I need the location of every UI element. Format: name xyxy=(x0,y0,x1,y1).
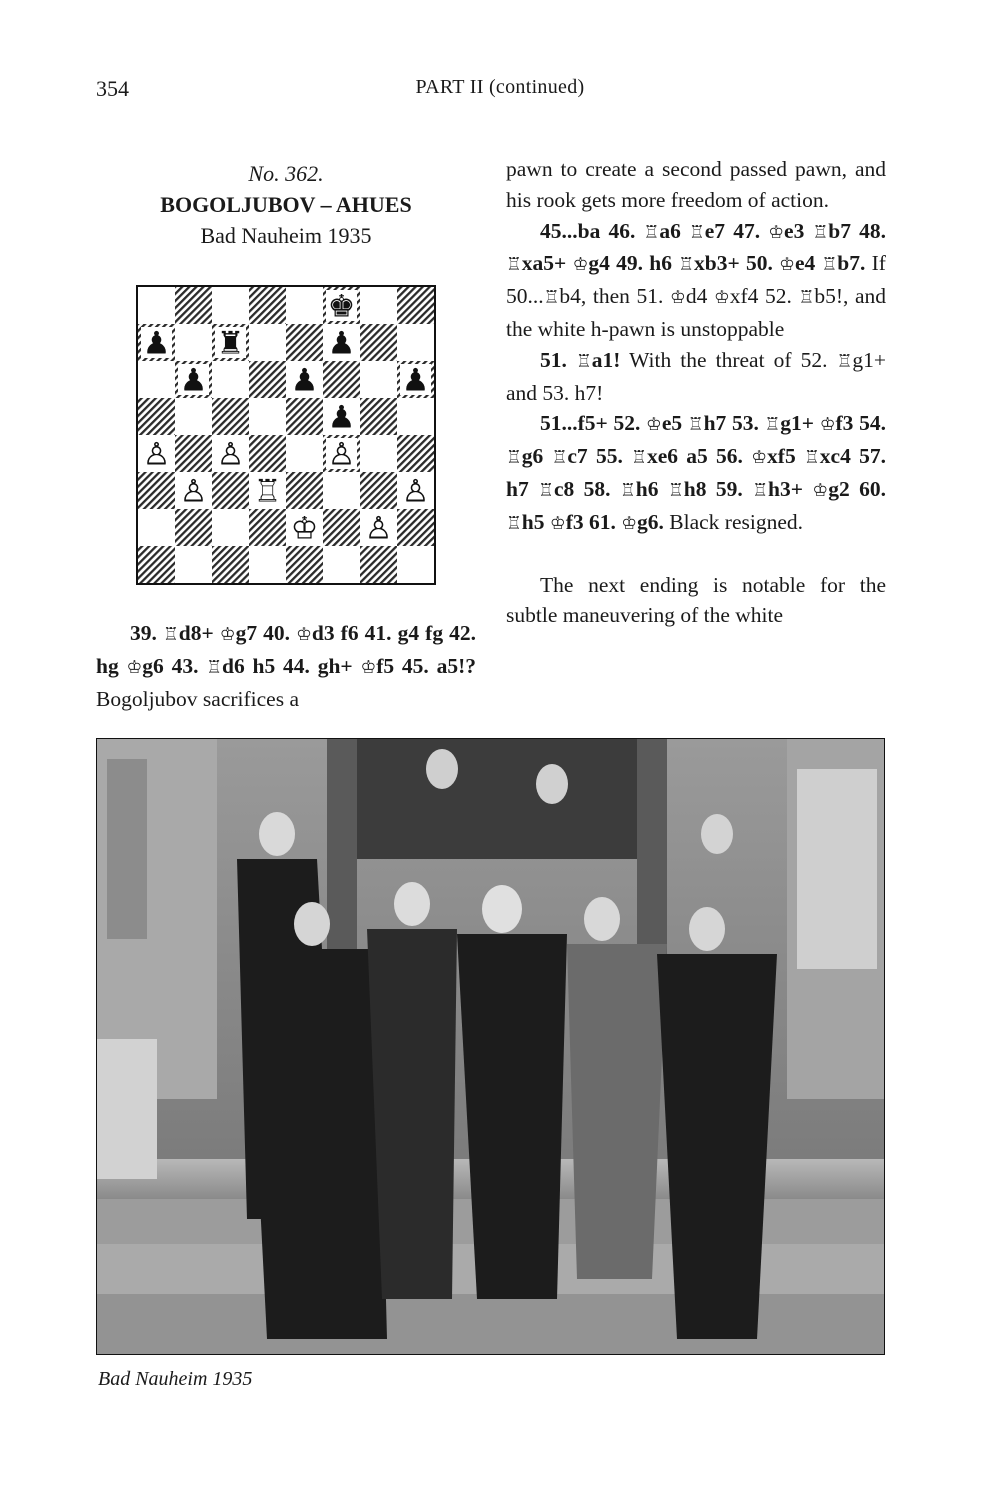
game-event: Bad Nauheim 1935 xyxy=(200,223,372,248)
rook-icon: ♖ xyxy=(551,448,568,469)
rook-icon: ♖ xyxy=(764,415,781,436)
paragraph-gap xyxy=(506,540,886,570)
comment-text: d4 xyxy=(685,284,714,309)
rook-icon: ♖ xyxy=(687,415,704,436)
light-square xyxy=(249,398,286,435)
moves-paragraph-3 xyxy=(506,345,886,409)
rook-icon: ♖ xyxy=(836,351,853,372)
black-pawn-icon: ♟ xyxy=(179,362,208,399)
rook-icon: ♖ xyxy=(162,625,179,645)
comment-text: Black resigned. xyxy=(663,509,804,534)
king-icon: ♔ xyxy=(549,513,566,534)
move-text: b7. xyxy=(837,251,866,276)
white-pawn-icon: ♙ xyxy=(364,510,393,547)
dark-square xyxy=(323,509,360,546)
game-heading xyxy=(96,158,476,251)
dark-square xyxy=(360,324,397,361)
dark-square xyxy=(175,287,212,324)
dark-square xyxy=(175,435,212,472)
light-square xyxy=(323,546,360,583)
move-text: h7 53. xyxy=(703,411,765,436)
dark-square xyxy=(138,398,175,435)
light-square xyxy=(212,287,249,324)
move-text: xc4 57. h7 xyxy=(506,444,886,501)
move-text: d6 h5 44. gh+ xyxy=(222,653,361,678)
move-text: d8+ xyxy=(178,621,220,645)
king-icon: ♔ xyxy=(360,657,377,678)
dark-square xyxy=(249,509,286,546)
rook-icon: ♖ xyxy=(667,480,684,501)
light-square xyxy=(249,546,286,583)
rook-icon: ♖ xyxy=(631,448,647,469)
move-text: g2 60. xyxy=(828,476,887,501)
king-icon: ♔ xyxy=(572,255,589,276)
rook-icon: ♖ xyxy=(506,255,522,276)
rook-icon: ♖ xyxy=(538,480,554,501)
light-square xyxy=(138,509,175,546)
rook-icon: ♖ xyxy=(752,480,768,501)
move-text: e7 47. xyxy=(704,218,769,243)
king-icon: ♔ xyxy=(779,255,795,276)
light-square xyxy=(360,287,397,324)
light-square xyxy=(397,546,434,583)
move-text: b7 48. xyxy=(828,218,887,243)
move-text: 51...f5+ 52. xyxy=(540,411,647,436)
move-text: e3 xyxy=(784,218,813,243)
dark-square xyxy=(212,546,249,583)
move-text: 45...ba 46. xyxy=(540,218,644,243)
text-paragraph-continued: pawn to create a second passed pawn, and his rook gets more freedom of action. xyxy=(506,157,886,212)
move-text: g6 xyxy=(521,444,552,469)
moves-paragraph-1 xyxy=(96,618,476,714)
king-icon: ♔ xyxy=(126,657,143,678)
move-text: a6 xyxy=(659,218,689,243)
move-text: e5 xyxy=(661,411,688,436)
move-text: h8 59. xyxy=(683,476,753,501)
rook-icon: ♖ xyxy=(543,288,560,309)
rook-icon: ♖ xyxy=(643,222,660,243)
move-text: c7 55. xyxy=(567,444,632,469)
dark-square xyxy=(286,324,323,361)
king-icon: ♔ xyxy=(713,288,730,309)
rook-icon: ♖ xyxy=(506,513,522,534)
text-paragraph-next: The next ending is notable for the subtle maneuvering of the white xyxy=(506,572,886,628)
comment-text: With the threat of 52. xyxy=(620,347,837,372)
comment-text: b4, then 51. xyxy=(559,284,671,309)
dark-square xyxy=(249,435,286,472)
light-square xyxy=(286,435,323,472)
move-text: xa5+ xyxy=(521,251,573,276)
black-pawn-icon: ♟ xyxy=(327,325,356,362)
white-pawn-icon: ♙ xyxy=(179,473,208,510)
comment-text: xf4 52. xyxy=(729,284,799,309)
running-head: PART II (continued) xyxy=(415,76,585,98)
rook-icon: ♖ xyxy=(821,255,838,276)
black-king-icon: ♚ xyxy=(327,288,356,325)
light-square xyxy=(249,324,286,361)
move-text: g6 43. xyxy=(142,653,207,678)
photo-illustration xyxy=(97,739,884,1354)
dark-square xyxy=(249,361,286,398)
page-number: 354 xyxy=(96,76,129,101)
game-players: BOGOLJUBOV – AHUES xyxy=(160,192,412,217)
white-rook-icon: ♖ xyxy=(253,473,282,510)
light-square xyxy=(397,324,434,361)
dark-square xyxy=(212,398,249,435)
light-square xyxy=(286,287,323,324)
comment-text: b5!, and the white h-pawn is unstoppable xyxy=(506,284,887,341)
king-icon: ♔ xyxy=(670,288,686,309)
move-text: h3+ xyxy=(768,476,813,501)
light-square xyxy=(212,509,249,546)
move-text: g1+ xyxy=(780,411,820,436)
rook-icon: ♖ xyxy=(688,222,705,243)
rook-icon: ♖ xyxy=(798,288,815,309)
right-column xyxy=(506,154,886,631)
comment-text: g1+ and 53. h7! xyxy=(506,347,887,405)
dark-square xyxy=(175,509,212,546)
move-text: xb3+ 50. xyxy=(694,251,780,276)
light-square xyxy=(138,361,175,398)
light-square xyxy=(175,546,212,583)
chess-board xyxy=(138,287,434,583)
light-square xyxy=(360,361,397,398)
move-text: f5 45. a5!? xyxy=(376,653,476,678)
dark-square xyxy=(286,398,323,435)
king-icon: ♔ xyxy=(751,448,768,469)
move-text: h5 xyxy=(521,509,550,534)
dark-square xyxy=(360,398,397,435)
group-photo xyxy=(96,738,885,1355)
move-text: c8 58. xyxy=(553,476,620,501)
move-text: xf5 xyxy=(767,444,804,469)
move-text: g7 40. xyxy=(235,621,297,645)
king-icon: ♔ xyxy=(621,513,638,534)
moves-paragraph-4 xyxy=(506,408,886,539)
dark-square xyxy=(138,472,175,509)
chess-diagram xyxy=(136,285,436,585)
photo-caption: Bad Nauheim 1935 xyxy=(98,1368,253,1390)
game-number: No. 362. xyxy=(248,161,324,186)
light-square xyxy=(323,472,360,509)
move-text: f3 61. xyxy=(565,509,622,534)
black-pawn-icon: ♟ xyxy=(401,362,430,399)
dark-square xyxy=(286,546,323,583)
light-square xyxy=(212,361,249,398)
rook-icon: ♖ xyxy=(803,448,820,469)
dark-square xyxy=(397,509,434,546)
light-square xyxy=(360,435,397,472)
move-text: g4 49. h6 xyxy=(588,251,679,276)
rook-icon: ♖ xyxy=(506,448,522,469)
white-pawn-icon: ♙ xyxy=(401,473,430,510)
move-text: e4 xyxy=(794,251,822,276)
dark-square xyxy=(138,546,175,583)
rook-icon: ♖ xyxy=(678,255,695,276)
move-text: xe6 a5 56. xyxy=(646,444,752,469)
dark-square xyxy=(323,361,360,398)
move-text: f3 54. xyxy=(835,411,886,436)
white-pawn-icon: ♙ xyxy=(327,436,356,473)
black-pawn-icon: ♟ xyxy=(327,399,356,436)
white-pawn-icon: ♙ xyxy=(216,436,245,473)
white-king-icon: ♔ xyxy=(290,510,319,547)
comment-text: If 50... xyxy=(506,251,886,309)
dark-square xyxy=(397,435,434,472)
white-pawn-icon: ♙ xyxy=(142,436,171,473)
light-square xyxy=(397,398,434,435)
king-icon: ♔ xyxy=(219,625,236,645)
dark-square xyxy=(212,472,249,509)
left-column xyxy=(96,618,476,714)
king-icon: ♔ xyxy=(768,222,785,243)
rook-icon: ♖ xyxy=(575,351,592,372)
king-icon: ♔ xyxy=(646,415,662,436)
rook-icon: ♖ xyxy=(206,657,223,678)
black-pawn-icon: ♟ xyxy=(142,325,171,362)
move-text: a1! xyxy=(591,347,621,372)
move-text: d3 f6 41. g4 fg 42. hg xyxy=(96,621,477,678)
dark-square xyxy=(397,287,434,324)
dark-square xyxy=(360,546,397,583)
king-icon: ♔ xyxy=(812,480,829,501)
rook-icon: ♖ xyxy=(620,480,636,501)
black-rook-icon: ♜ xyxy=(216,325,245,362)
dark-square xyxy=(286,472,323,509)
dark-square xyxy=(249,287,286,324)
dark-square xyxy=(360,472,397,509)
king-icon: ♔ xyxy=(296,625,312,645)
light-square xyxy=(138,287,175,324)
king-icon: ♔ xyxy=(819,415,836,436)
light-square xyxy=(175,398,212,435)
move-text: 39. xyxy=(130,621,163,645)
black-pawn-icon: ♟ xyxy=(290,362,319,399)
comment-text: Bogoljubov sacrifices a xyxy=(96,686,300,711)
move-text: h6 xyxy=(635,476,668,501)
move-text: 51. xyxy=(540,347,576,372)
move-text: g6. xyxy=(637,509,664,534)
rook-icon: ♖ xyxy=(812,222,829,243)
light-square xyxy=(175,324,212,361)
moves-paragraph-2 xyxy=(506,216,886,345)
